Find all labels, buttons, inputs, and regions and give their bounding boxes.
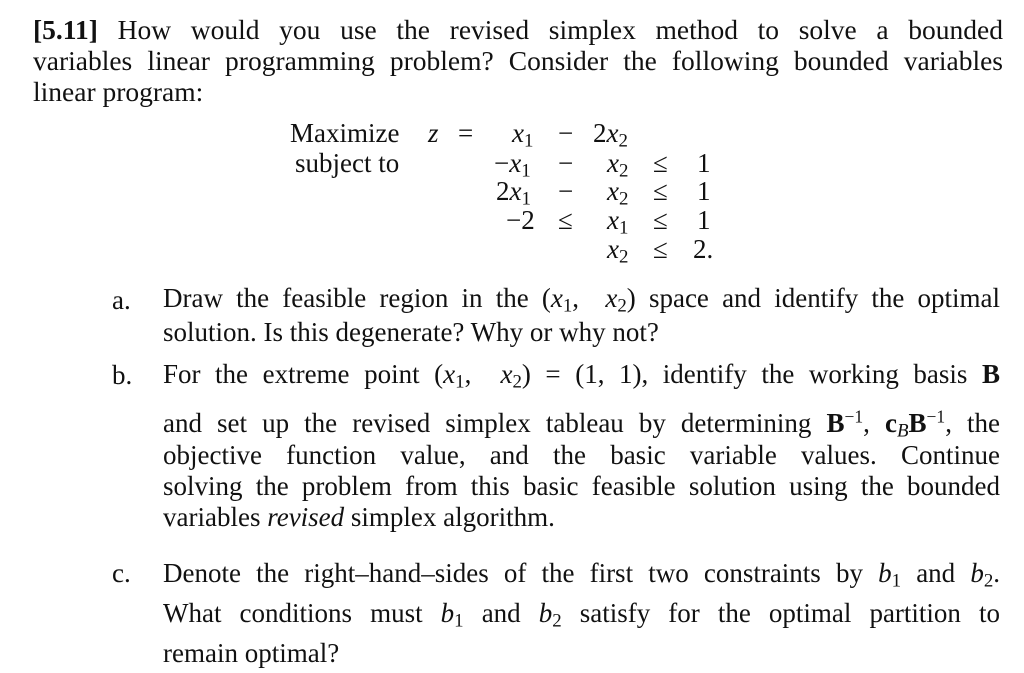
obj-x1: $x_1$ xyxy=(512,118,534,152)
c4-rhs: 2. xyxy=(693,234,714,264)
c1-minus: − xyxy=(558,148,574,178)
part-b-line-1: For the extreme point ($x_1$, $x_2) = (1$, 1), identify the working basis B xyxy=(163,359,1000,393)
c2-rhs: 1 xyxy=(697,176,711,206)
part-b-text xyxy=(163,356,1000,533)
part-a-text xyxy=(163,281,1000,349)
part-a-line-2: solution. Is this degenerate? Why or why not? xyxy=(163,317,659,347)
c1-rhs: 1 xyxy=(697,148,711,178)
c3-leq-left: ≤ xyxy=(558,205,573,235)
subject-to-label: subject to xyxy=(295,148,400,178)
c2-2x1: $2x_1$ xyxy=(496,176,531,210)
c3-leq-right: ≤ xyxy=(653,205,668,235)
part-b-line-2: and set up the revised simplex tableau by determining $B^{-1}$, $c_BB^{-1}$, the xyxy=(163,406,1001,442)
c1-leq: ≤ xyxy=(653,148,668,178)
intro-line-2: variables linear programming problem? Consider the following bounded variables xyxy=(33,45,1003,76)
intro-line-3: linear program: xyxy=(33,76,204,107)
obj-minus: − xyxy=(558,118,574,148)
part-b-line-4: solving the problem from this basic feasible solution using the bounded xyxy=(163,471,1000,501)
c2-leq: ≤ xyxy=(653,176,668,206)
c4-leq: ≤ xyxy=(653,234,668,264)
problem-number: [5.11] xyxy=(33,14,98,45)
objective-z: z xyxy=(428,118,439,148)
part-b-label: b. xyxy=(112,360,133,390)
intro-line-1: [5.11] How would you use the revised simplex method to solve a bounded xyxy=(33,14,1003,45)
part-c-line-1: Denote the right–hand–sides of the first two constraints by $b_1$ and $b_2$. xyxy=(163,558,1001,592)
c2-x2: $x_2$ xyxy=(607,176,629,210)
part-a-line-1: Draw the feasible region in the ($x_1$, $x_2$) space and identify the optimal xyxy=(163,283,1000,317)
part-c-line-3: remain optimal? xyxy=(163,638,340,668)
c2-minus: − xyxy=(558,176,574,206)
c3-lower: −2 xyxy=(506,205,535,235)
part-a-label: a. xyxy=(112,285,131,315)
part-c-text xyxy=(163,553,1000,673)
part-b-line-3: objective function value, and the basic variable values. Continue xyxy=(163,440,1000,470)
part-b-line-5: variables revised simplex algorithm. xyxy=(163,502,555,532)
c3-rhs: 1 xyxy=(697,205,711,235)
c1-x2: $x_2$ xyxy=(607,148,629,182)
problem-intro xyxy=(33,14,1003,107)
objective-equals: = xyxy=(458,118,474,148)
c3-x1: $x_1$ xyxy=(607,205,629,239)
c4-x2: $x_2$ xyxy=(607,234,629,268)
part-c-label: c. xyxy=(112,558,131,588)
obj-2x2: $2x_2$ xyxy=(593,118,628,152)
maximize-label: Maximize xyxy=(290,118,400,148)
c1-neg-x1: $-x_1$ xyxy=(494,148,531,182)
part-c-line-2: What conditions must $b_1$ and $b_2$ satisfy for the optimal partition to xyxy=(163,598,1000,632)
